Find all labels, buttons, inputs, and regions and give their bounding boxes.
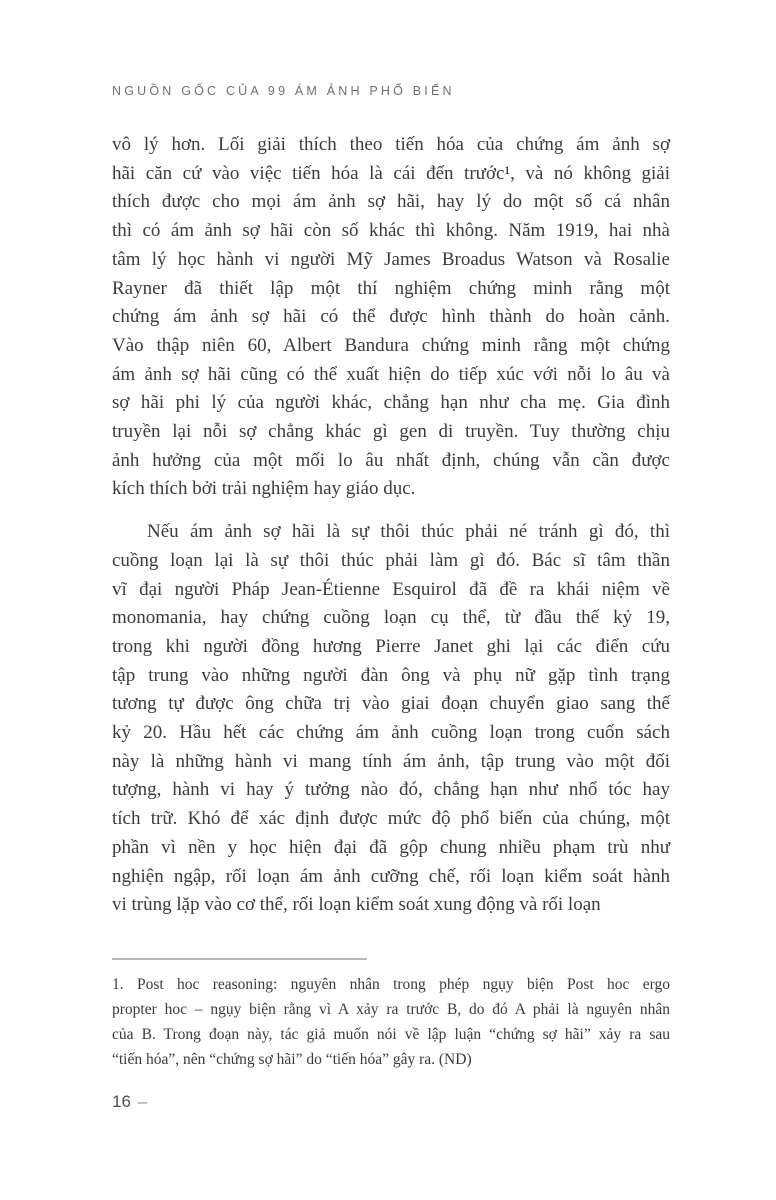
body-line: thích được cho mọi ám ảnh sợ hãi, hay lý do một số cá nhân [112,191,670,213]
footnote-line: của B. Trong đoạn này, tác giả muốn nói về lập luận “chứng sợ hãi” xảy ra sau [112,1026,670,1043]
body-line: thì có ám ảnh sợ hãi còn số khác thì không. Năm 1919, hai nhà [112,220,670,242]
body-text [112,131,670,920]
body-line: tập trung vào những người đàn ông và phụ nữ gặp tình trạng [112,664,670,686]
footnote-line: “tiến hóa”, nên “chứng sợ hãi” do “tiến hóa” gây ra. (ND) [112,1051,472,1068]
paragraph [112,131,670,504]
body-line: trong khi người đồng hương Pierre Janet ghi lại các điển cứu [112,635,670,657]
body-line: vô lý hơn. Lối giải thích theo tiến hóa của chứng ám ảnh sợ [112,134,670,155]
paragraph [112,518,670,920]
body-line: này là những hành vi mang tính ám ảnh, tập trung vào một đối [112,750,670,772]
body-line: nghiện ngập, rối loạn ám ảnh cưỡng chế, rối loạn kiểm soát hành [112,865,670,887]
body-line: monomania, hay chứng cuồng loạn cụ thể, từ đầu thế kỷ 19, [112,607,670,629]
body-line: ảnh hưởng của một mối lo âu nhất định, chúng vẫn cần được [112,449,670,471]
body-line: cuồng loạn lại là sự thôi thúc phải làm gì đó. Bác sĩ tâm thần [112,549,670,571]
footnote [112,972,670,1072]
body-line: Rayner đã thiết lập một thí nghiệm chứng minh rằng một [112,277,670,299]
body-line: vĩ đại người Pháp Jean-Étienne Esquirol đã đề ra khái niệm về [112,578,670,600]
body-line: tâm lý học hành vi người Mỹ James Broadus Watson và Rosalie [112,248,670,270]
body-line: chứng ám ảnh sợ hãi có thể được hình thành do hoàn cảnh. [112,306,670,328]
body-line: kích thích bởi trải nghiệm hay giáo dục. [112,478,416,500]
body-line: kỷ 20. Hầu hết các chứng ám ảnh cuồng loạn trong cuốn sách [112,722,670,744]
body-line: ám ảnh sợ hãi cũng có thể xuất hiện do tiếp xúc với nỗi lo âu và [112,363,670,385]
page-number-value: 16 [112,1092,131,1111]
body-line: tương tự được ông chữa trị vào giai đoạn chuyển giao sang thế [112,693,670,715]
page-number-dash: – [137,1092,148,1111]
body-line: phần vì nền y học hiện đại đã gộp chung nhiều phạm trù như [112,836,670,858]
footnote-line: 1. Post hoc reasoning: nguyên nhân trong phép ngụy biện Post hoc ergo [112,976,670,993]
running-title: NGUỒN GỐC CỦA 99 ÁM ẢNH PHỔ BIẾN [112,84,455,98]
footnote-divider [112,958,367,960]
body-line: Nếu ám ảnh sợ hãi là sự thôi thúc phải né tránh gì đó, thì [147,521,670,543]
page-number [112,1092,147,1112]
body-line: sợ hãi phi lý của người khác, chẳng hạn như cha mẹ. Gia đình [112,392,670,414]
body-line: hãi căn cứ vào việc tiến hóa là cái đến trước¹, và nó không giải [112,162,670,184]
body-line: vi trùng lặp vào cơ thể, rối loạn kiểm soát xung động và rối loạn [112,894,601,916]
footnote-line: propter hoc – ngụy biện rằng vì A xảy ra trước B, do đó A phải là nguyên nhân [112,1001,670,1018]
body-line: tích trữ. Khó để xác định được mức độ phổ biến của chúng, một [112,808,670,830]
body-line: tượng, hành vi hay ý tưởng nào đó, chẳng hạn như nhổ tóc hay [112,779,670,801]
body-line: Vào thập niên 60, Albert Bandura chứng minh rằng một chứng [112,334,670,356]
body-line: truyền lại nỗi sợ chẳng khác gì gen di truyền. Tuy thường chịu [112,421,670,443]
